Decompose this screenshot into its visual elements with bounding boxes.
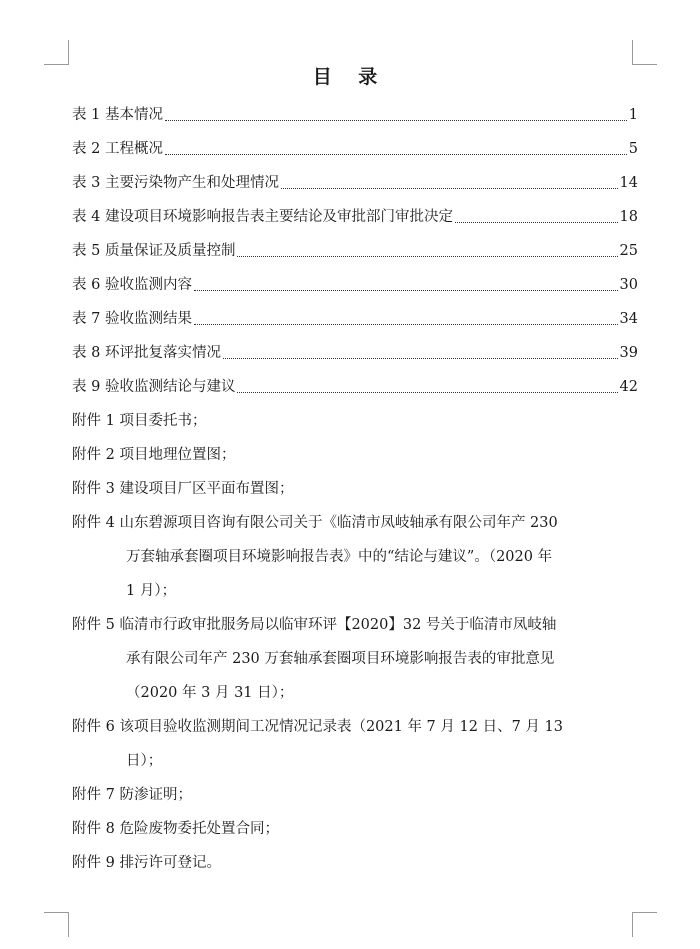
attachment-item [72,404,638,438]
toc-entry[interactable] [72,268,638,302]
attachment-line: 附件 6 该项目验收监测期间工况情况记录表（2021 年 7 月 12 日、7 月 13 [72,719,563,735]
toc-entry-page: 14 [619,175,638,191]
attachment-line: 附件 3 建设项目厂区平面布置图； [72,481,294,497]
attachment-item [72,472,638,506]
toc-entry-page: 34 [619,311,638,327]
attachment-item [72,608,638,710]
toc-leader-dots [237,391,617,393]
toc-entry-label: 表 1 基本情况 [72,107,163,123]
toc-entry[interactable] [72,370,638,404]
toc-entry-page: 1 [628,107,638,123]
toc-entry[interactable] [72,200,638,234]
toc-leader-dots [281,187,618,189]
attachment-continuation: 承有限公司年产 230 万套轴承套圈项目环境影响报告表的审批意见 [126,651,555,667]
attachment-item [72,438,638,472]
toc-entry-label: 表 4 建设项目环境影响报告表主要结论及审批部门审批决定 [72,209,453,225]
toc-entry-label: 表 7 验收监测结果 [72,311,192,327]
attachment-item [72,710,638,778]
attachment-continuation: （2020 年 3 月 31 日）； [126,685,294,701]
attachment-line: 附件 8 危险废物委托处置合同； [72,821,279,837]
toc-entry-label: 表 3 主要污染物产生和处理情况 [72,175,279,191]
toc-entry-label: 表 8 环评批复落实情况 [72,345,221,361]
toc-leader-dots [194,289,618,291]
toc-leader-dots [165,119,627,121]
crop-mark-bottom-right [632,912,657,937]
attachment-item [72,812,638,846]
attachment-item [72,778,638,812]
toc-entry-page: 5 [628,141,638,157]
toc-leader-dots [223,357,618,359]
table-of-contents [72,98,638,880]
toc-entry[interactable] [72,166,638,200]
toc-entry[interactable] [72,98,638,132]
toc-entry-page: 39 [619,345,638,361]
toc-entry[interactable] [72,302,638,336]
toc-entry-label: 表 6 验收监测内容 [72,277,192,293]
toc-entry-label: 表 2 工程概况 [72,141,163,157]
attachment-line: 附件 9 排污许可登记。 [72,855,221,871]
toc-entry-page: 42 [619,379,638,395]
toc-entry-page: 30 [619,277,638,293]
attachment-continuation: 1 月）； [126,583,177,599]
toc-leader-dots [455,221,618,223]
toc-leader-dots [237,255,617,257]
attachment-continuation: 日）； [126,753,163,769]
crop-mark-bottom-left [44,912,69,937]
toc-entries [72,98,638,404]
toc-entry[interactable] [72,336,638,370]
toc-entry-label: 表 5 质量保证及质量控制 [72,243,236,259]
attachment-item [72,846,638,880]
attachment-line: 附件 5 临清市行政审批服务局以临审环评【2020】32 号关于临清市凤岐轴 [72,617,557,633]
attachment-item [72,506,638,608]
page-title: 目 录 [312,66,388,88]
toc-entry-label: 表 9 验收监测结论与建议 [72,379,236,395]
toc-entry-page: 25 [619,243,638,259]
toc-entry-page: 18 [619,209,638,225]
attachment-line: 附件 1 项目委托书； [72,413,207,429]
toc-entry[interactable] [72,234,638,268]
toc-leader-dots [194,323,618,325]
attachment-list [72,404,638,880]
toc-leader-dots [165,153,627,155]
attachment-continuation: 万套轴承套圈项目环境影响报告表》中的“结论与建议”。（2020 年 [126,549,553,565]
attachment-line: 附件 4 山东碧源项目咨询有限公司关于《临清市凤岐轴承有限公司年产 230 [72,515,558,531]
attachment-line: 附件 7 防渗证明； [72,787,192,803]
attachment-line: 附件 2 项目地理位置图； [72,447,236,463]
toc-entry[interactable] [72,132,638,166]
